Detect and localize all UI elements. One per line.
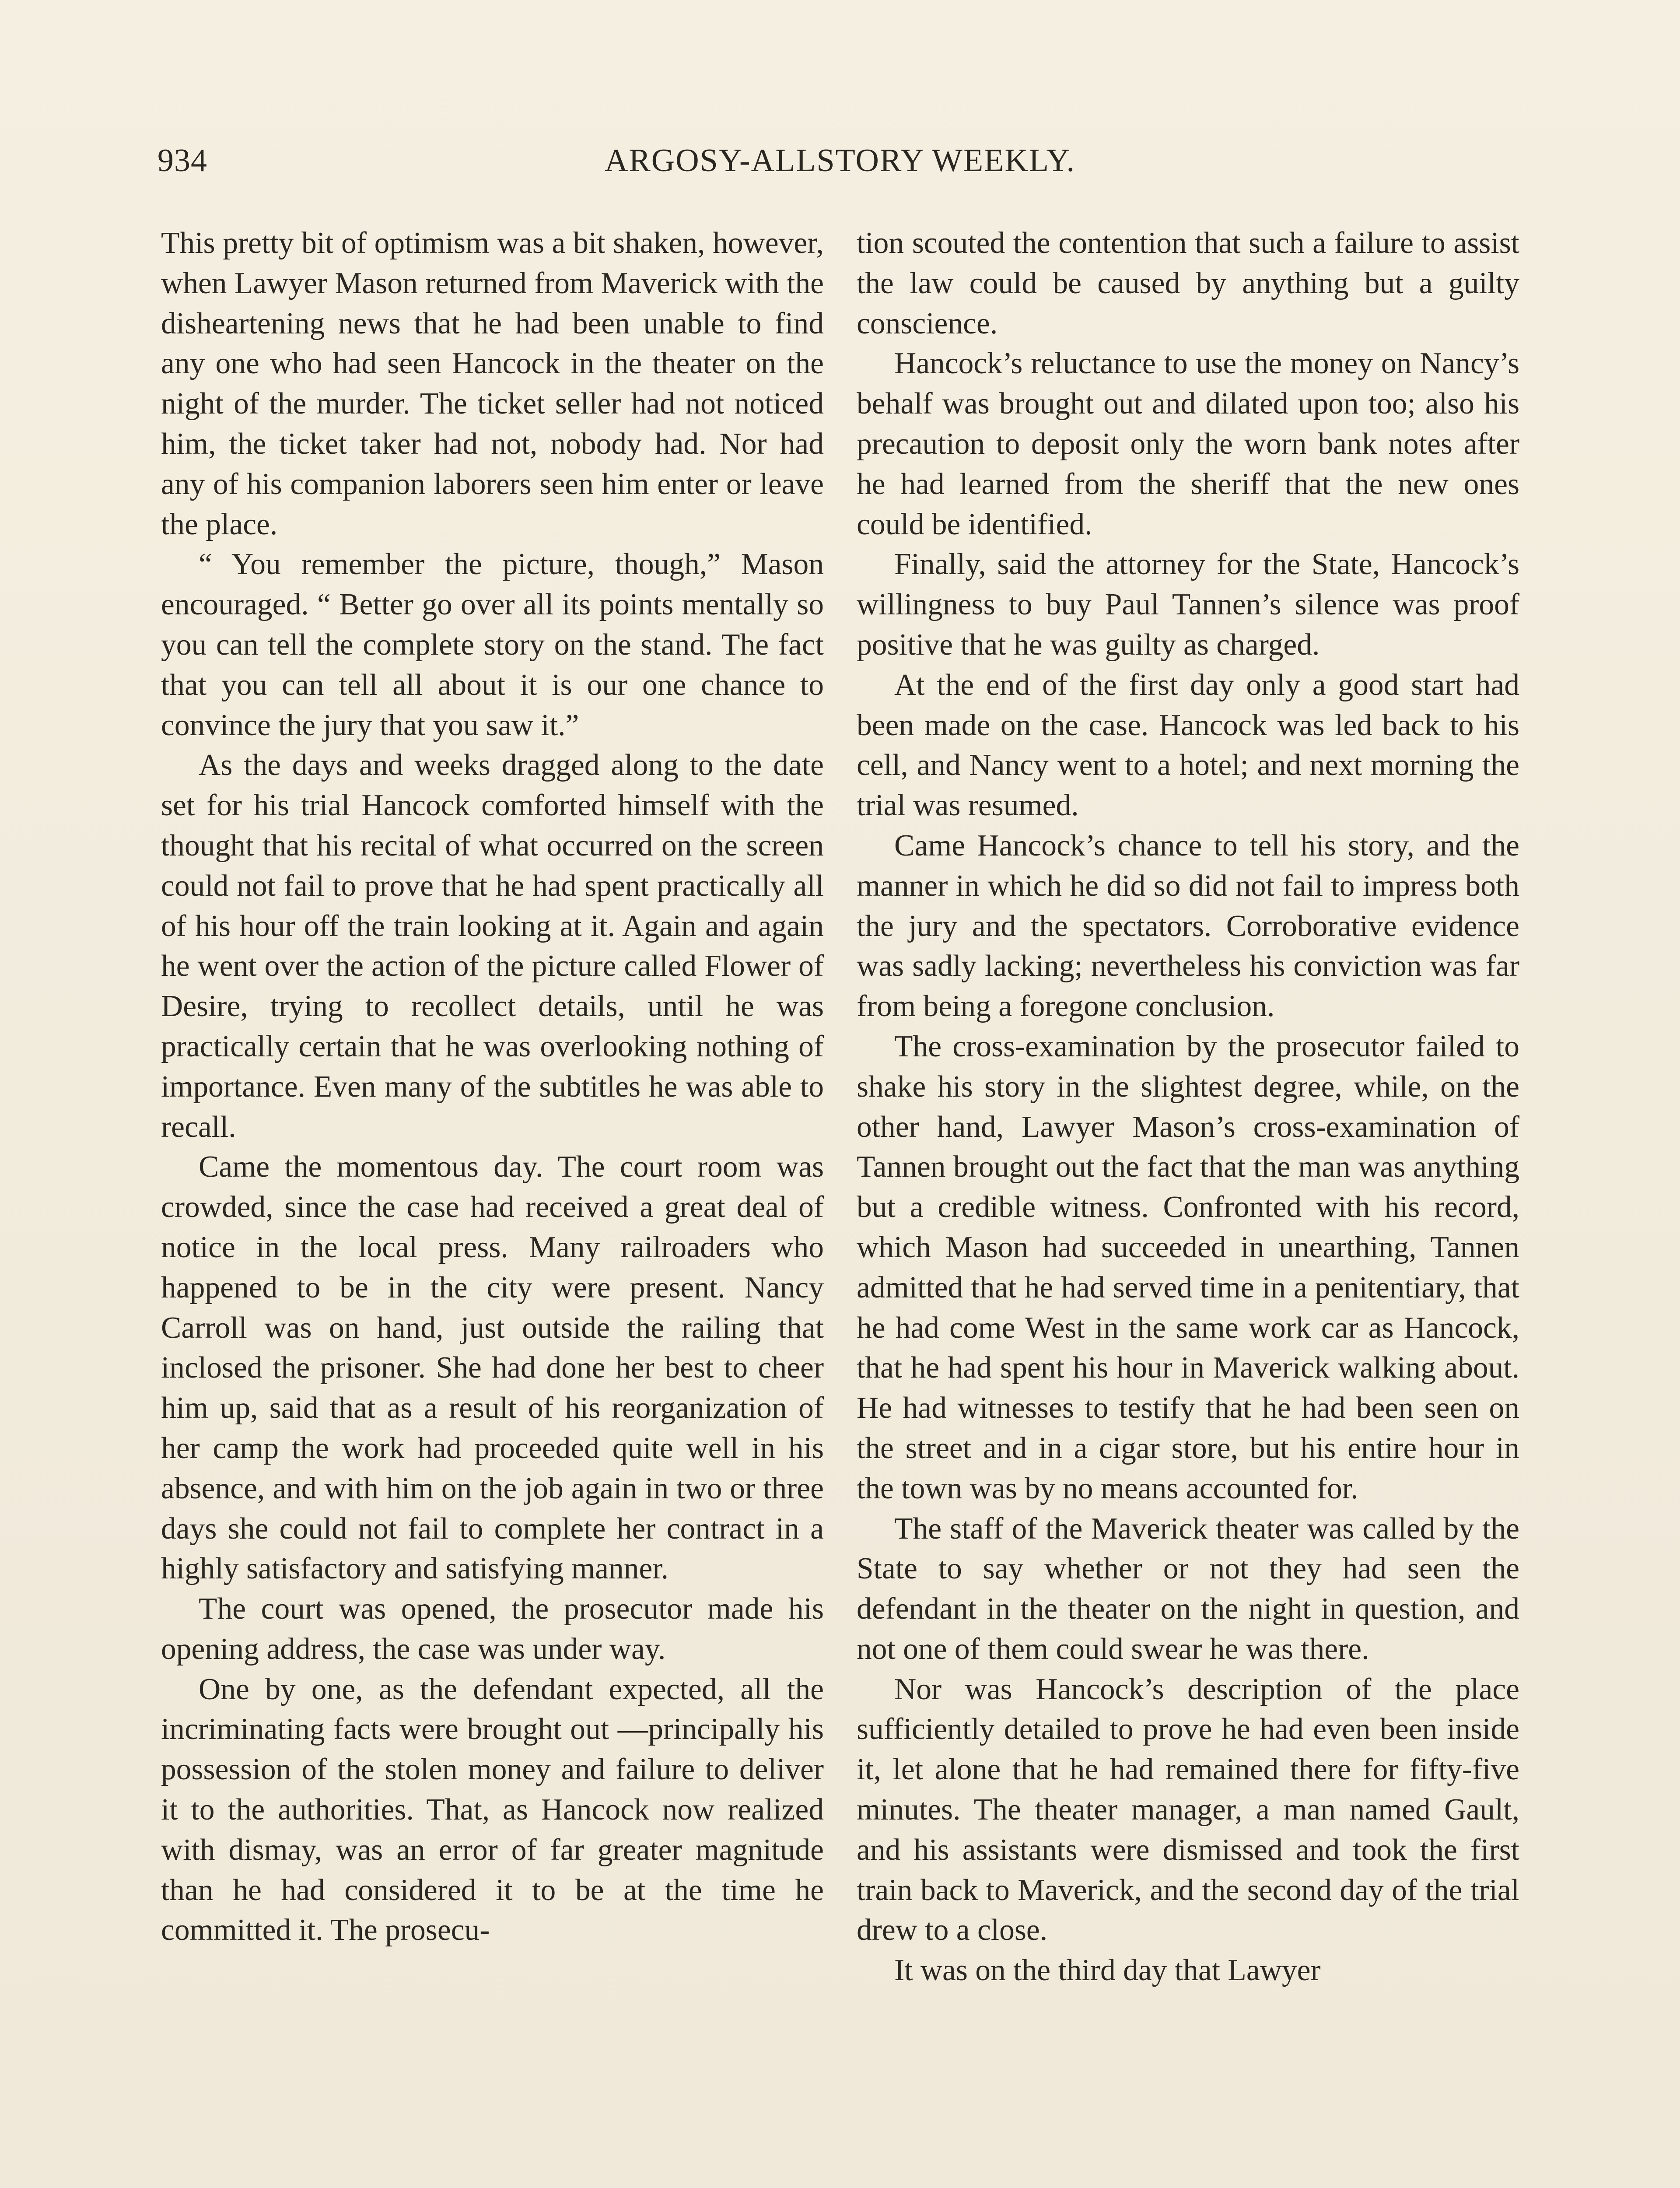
- paragraph: Hancock’s reluctance to use the money on Nancy’s behalf was brought out and dilated upon too; also his precaution to deposit only the worn bank notes after he had learned from the sheriff that the new ones could be identified.: [857, 347, 1519, 541]
- running-title: ARGOSY-ALLSTORY WEEKLY.: [604, 143, 1076, 179]
- left-column: [161, 223, 824, 1950]
- right-column: [857, 223, 1519, 1991]
- paragraph: Nor was Hancock’s description of the place sufficiently detailed to prove he had even been inside it, let alone that he had remained there for fifty-five minutes. The theater manager, a man named Gault, and his assistants were dismissed and took the first train back to Maverick, and the second day of the trial drew to a close.: [857, 1672, 1519, 1947]
- page-header: [158, 144, 1522, 193]
- paragraph: At the end of the first day only a good start had been made on the case. Hancock was led back to his cell, and Nancy went to a hotel; and next morning the trial was resumed.: [857, 668, 1519, 823]
- paragraph: As the days and weeks dragged along to the date set for his trial Hancock comforted himself with the thought that his recital of what occurred on the screen could not fail to prove that he had spent practically all of his hour off the train looking at it. Again and again he went over the action of the picture called Flower of Desire, trying to recollect details, until he was practically certain that he was overlooking nothing of importance. Even many of the subtitles he was able to recall.: [161, 748, 824, 1144]
- paragraph: This pretty bit of optimism was a bit shaken, however, when Lawyer Mason returned from Maverick with the disheartening news that he had been unable to find any one who had seen Hancock in the theater on the night of the murder. The ticket seller had not noticed him, the ticket taker had not, nobody had. Nor had any of his companion laborers seen him enter or leave the place.: [161, 226, 824, 541]
- paragraph: Finally, said the attorney for the State, Hancock’s willingness to buy Paul Tannen’s silence was proof positive that he was guilty as charged.: [857, 547, 1519, 662]
- paragraph: It was on the third day that Lawyer: [894, 1953, 1321, 1988]
- paragraph-continuation: tion scouted the contention that such a failure to assist the law could be caused by anything but a guilty conscience.: [857, 226, 1519, 340]
- paragraph: Came the momentous day. The court room was crowded, since the case had received a great deal of notice in the local press. Many railroaders who happened to be in the city were present. Nancy Carroll was on hand, just outside the railing that inclosed the prisoner. She had done her best to cheer him up, said that as a result of his reorganization of her camp the work had proceeded quite well in his absence, and with him on the job again in two or three days she could not fail to complete her contract in a highly satisfactory and satisfying manner.: [161, 1150, 824, 1586]
- paragraph: The court was opened, the prosecutor made his opening address, the case was under way.: [161, 1592, 824, 1666]
- paragraph: One by one, as the defendant expected, all the incriminating facts were brought out —principally his possession of the stolen money and failure to deliver it to the authorities. That, as Hancock now realized with dismay, was an error of far greater magnitude than he had considered it to be at the time he committed it. The prosecu-: [161, 1672, 824, 1947]
- page-number: 934: [158, 143, 207, 179]
- paragraph: Came Hancock’s chance to tell his story, and the manner in which he did so did not fail to impress both the jury and the spectators. Corroborative evidence was sadly lacking; nevertheless his conviction was far from being a foregone conclusion.: [857, 828, 1519, 1024]
- paragraph: “ You remember the picture, though,” Mason encouraged. “ Better go over all its points mentally so you can tell the complete story on the stand. The fact that you can tell all about it is our one chance to convince the jury that you saw it.”: [161, 547, 824, 742]
- paragraph: The staff of the Maverick theater was called by the State to say whether or not they had seen the defendant in the theater on the night in question, and not one of them could swear he was there.: [857, 1511, 1519, 1666]
- paragraph: The cross-examination by the prosecutor failed to shake his story in the slightest degree, while, on the other hand, Lawyer Mason’s cross-examination of Tannen brought out the fact that the man was anything but a credible witness. Confronted with his record, which Mason had succeeded in unearthing, Tannen admitted that he had served time in a penitentiary, that he had come West in the same work car as Hancock, that he had spent his hour in Maverick walking about. He had witnesses to testify that he had been seen on the street and in a cigar store, but his entire hour in the town was by no means accounted for.: [857, 1029, 1519, 1505]
